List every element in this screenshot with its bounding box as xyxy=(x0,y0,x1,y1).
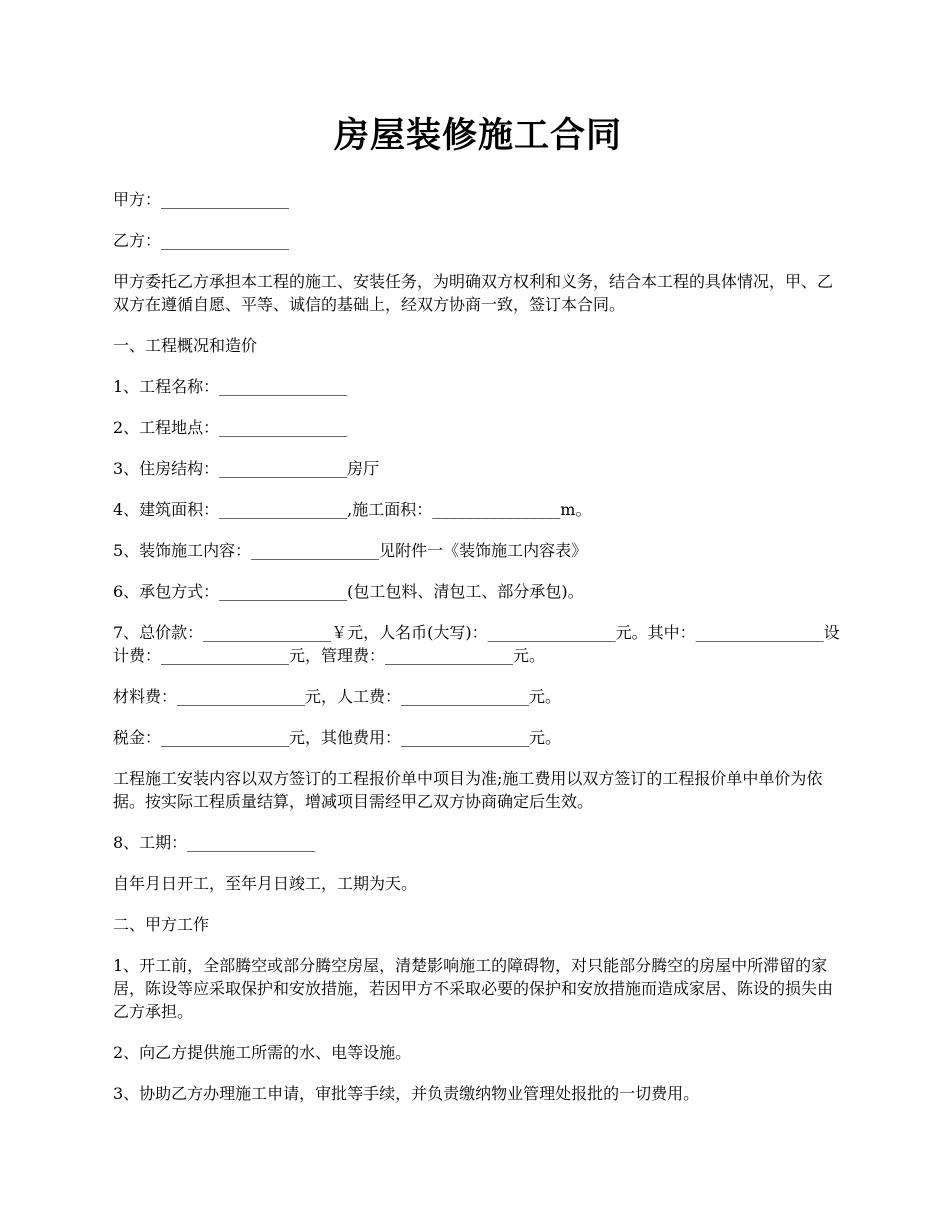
quotation-basis-paragraph: 工程施工安装内容以双方签订的工程报价单中项目为准;施工费用以双方签订的工程报价单中单价为依据。按实际工程质量结算，增减项目需经甲乙双方协商确定后生效。 xyxy=(113,769,823,811)
section-heading-overview: 一、工程概况和造价 xyxy=(113,336,258,355)
construction-content-line: 5、装饰施工内容：________________见附件一《装饰施工内容表》 xyxy=(113,541,588,560)
party-a-line: 甲方：________________ xyxy=(113,190,290,209)
contract-method-line: 6、承包方式：________________(包工包料、清包工、部分承包)。 xyxy=(113,582,584,601)
material-labor-line: 材料费：________________元，人工费：________________元。 xyxy=(113,687,562,706)
project-name-line: 1、工程名称：________________ xyxy=(113,377,348,396)
tax-other-line: 税金：________________元，其他费用：________________元。 xyxy=(113,728,562,747)
contract-page xyxy=(113,110,843,1123)
intro-paragraph: 甲方委托乙方承担本工程的施工、安装任务，为明确双方权利和义务，结合本工程的具体情况，甲、乙双方在遵循自愿、平等、诚信的基础上，经双方协商一致，签订本合同。 xyxy=(113,272,834,314)
party-a-duty-2: 2、向乙方提供施工所需的水、电等设施。 xyxy=(113,1043,412,1062)
duration-line: 8、工期：________________ xyxy=(113,833,316,852)
schedule-line: 自年月日开工，至年月日竣工，工期为天。 xyxy=(113,874,418,893)
party-a-duty-1: 1、开工前，全部腾空或部分腾空房屋，清楚影响施工的障碍物，对只能部分腾空的房屋中所滞留的家居，陈设等应采取保护和安放措施，若因甲方不采取必要的保护和安放措施而造成家居、陈设的损失由乙方承担。 xyxy=(113,956,834,1021)
area-line: 4、建筑面积：________________,施工面积：________________m。 xyxy=(113,500,592,519)
section-heading-party-a-work: 二、甲方工作 xyxy=(113,915,210,934)
project-location-line: 2、工程地点：________________ xyxy=(113,418,348,437)
document-title: 房屋装修施工合同 xyxy=(333,115,622,156)
total-price-line: 7、总价款：________________￥元，人名币(大写)：________________元。其中：________________设计费：________________元，管理费：________________元。 xyxy=(113,623,840,665)
housing-structure-line: 3、住房结构：________________房厅 xyxy=(113,459,380,478)
party-a-duty-3: 3、协助乙方办理施工申请，审批等手续，并负责缴纳物业管理处报批的一切费用。 xyxy=(113,1084,700,1103)
party-b-line: 乙方：________________ xyxy=(113,231,290,250)
